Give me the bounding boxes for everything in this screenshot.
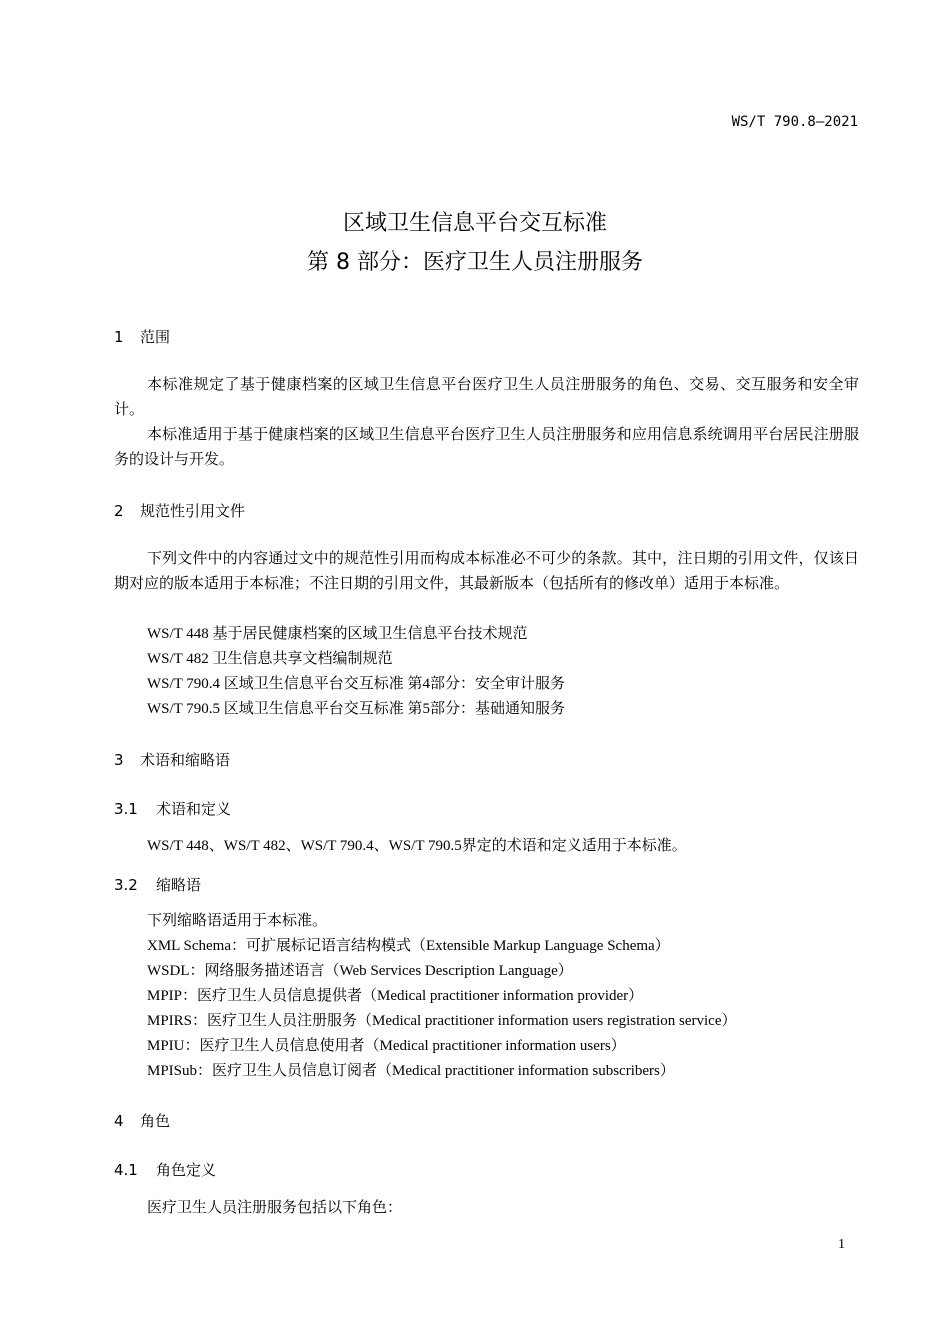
section-4-1-heading <box>114 1159 216 1180</box>
scope-paragraph-1: 本标准规定了基于健康档案的区域卫生信息平台医疗卫生人员注册服务的角色、交易、交互服务和安全审计。 <box>114 375 859 418</box>
section-title: 角色 <box>140 1112 171 1130</box>
page-number: 1 <box>838 1237 845 1252</box>
section-number: 2 <box>114 502 124 520</box>
section-title: 规范性引用文件 <box>140 502 246 520</box>
subsection-number: 3.2 <box>114 876 138 894</box>
section-3-heading <box>114 749 230 770</box>
abbreviation-item: MPISub：医疗卫生人员信息订阅者（Medical practitioner information subscribers） <box>147 1063 675 1079</box>
abbreviation-item: WSDL：网络服务描述语言（Web Services Description Language） <box>147 963 573 979</box>
abbreviation-item: MPIU：医疗卫生人员信息使用者（Medical practitioner information users） <box>147 1038 626 1054</box>
subsection-number: 3.1 <box>114 800 138 818</box>
terms-definition-text: WS/T 448、WS/T 482、WS/T 790.4、WS/T 790.5界定的术语和定义适用于本标准。 <box>147 838 687 854</box>
reference-item: WS/T 790.4 区域卫生信息平台交互标准 第4部分：安全审计服务 <box>147 676 566 692</box>
subsection-number: 4.1 <box>114 1161 138 1179</box>
role-definition-text: 医疗卫生人员注册服务包括以下角色： <box>147 1200 403 1216</box>
section-number: 3 <box>114 751 124 769</box>
section-2-heading <box>114 500 245 521</box>
section-3-2-heading <box>114 874 201 895</box>
section-3-1-heading <box>114 798 231 819</box>
subsection-title: 缩略语 <box>156 876 202 894</box>
section-number: 1 <box>114 328 124 346</box>
section-number: 4 <box>114 1112 124 1130</box>
document-title-line2: 第 8 部分：医疗卫生人员注册服务 <box>307 250 643 275</box>
subsection-title: 术语和定义 <box>156 800 232 818</box>
scope-paragraph-2: 本标准适用于基于健康档案的区域卫生信息平台医疗卫生人员注册服务和应用信息系统调用平台居民注册服务的设计与开发。 <box>114 425 859 468</box>
reference-item: WS/T 482 卫生信息共享文档编制规范 <box>147 651 393 667</box>
abbreviation-item: XML Schema：可扩展标记语言结构模式（Extensible Markup Language Schema） <box>147 938 670 954</box>
reference-item: WS/T 790.5 区域卫生信息平台交互标准 第5部分：基础通知服务 <box>147 701 566 717</box>
section-4-heading <box>114 1110 170 1131</box>
standard-number: WS/T 790.8—2021 <box>731 114 858 130</box>
normative-refs-intro: 下列文件中的内容通过文中的规范性引用而构成本标准必不可少的条款。其中，注日期的引用文件，仅该日期对应的版本适用于本标准；不注日期的引用文件，其最新版本（包括所有的修改单）适用于本标准。 <box>114 549 859 592</box>
abbreviations-intro: 下列缩略语适用于本标准。 <box>147 913 328 929</box>
abbreviation-item: MPIP：医疗卫生人员信息提供者（Medical practitioner information provider） <box>147 988 644 1004</box>
document-title-line1: 区域卫生信息平台交互标准 <box>342 211 607 236</box>
section-1-heading <box>114 326 170 347</box>
reference-item: WS/T 448 基于居民健康档案的区域卫生信息平台技术规范 <box>147 626 528 642</box>
subsection-title: 角色定义 <box>156 1161 217 1179</box>
section-title: 术语和缩略语 <box>140 751 231 769</box>
abbreviation-item: MPIRS：医疗卫生人员注册服务（Medical practitioner information users registration service） <box>147 1013 737 1029</box>
section-title: 范围 <box>140 328 171 346</box>
